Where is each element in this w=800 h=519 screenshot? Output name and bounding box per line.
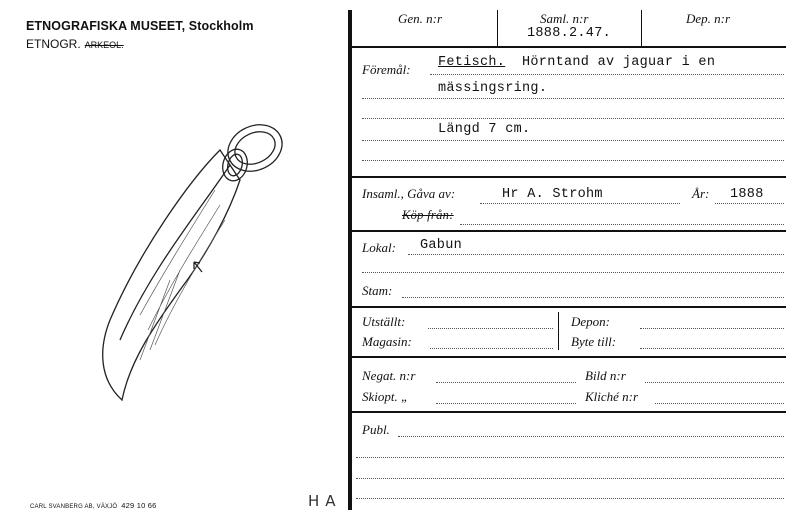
- dotted-line: [480, 203, 680, 204]
- dotted-line: [398, 436, 784, 437]
- bild-label: Bild n:r: [585, 368, 626, 383]
- magasin-label: Magasin:: [362, 334, 412, 349]
- lokal-label: Lokal:: [362, 240, 396, 255]
- dotted-line: [640, 328, 784, 329]
- depon-label: Depon:: [571, 314, 610, 329]
- handwritten-initials: HA: [308, 492, 342, 510]
- dotted-line: [362, 272, 784, 273]
- fetish-drawing: [70, 110, 300, 410]
- printer-imprint: [30, 501, 156, 510]
- saml-label: Saml. n:r: [540, 11, 589, 26]
- saml-value: 1888.2.47.: [527, 26, 612, 41]
- dotted-line: [655, 403, 784, 404]
- dotted-line: [362, 118, 784, 119]
- utstallt-label: Utställt:: [362, 314, 406, 329]
- dotted-line: [715, 203, 784, 204]
- divider-dep: [641, 10, 642, 46]
- kop-label: Köp från:: [402, 208, 454, 222]
- divider-gen: [497, 10, 498, 46]
- department-etnogr: ETNOGR.: [26, 37, 81, 51]
- rule-foremal: [352, 176, 786, 178]
- insaml-label: Insaml., Gåva av:: [362, 186, 456, 201]
- skiopt-label: Skiopt. „: [362, 389, 409, 404]
- foremal-line2: mässingsring.: [438, 81, 548, 96]
- gen-label: Gen. n:r: [398, 11, 443, 26]
- insaml-value: Hr A. Strohm: [502, 187, 603, 202]
- brass-ring-inner: [230, 126, 281, 171]
- dotted-line: [362, 160, 784, 161]
- byte-label: Byte till:: [571, 334, 617, 349]
- museum-name: ETNOGRAFISKA MUSEET, Stockholm: [26, 19, 254, 33]
- dotted-line: [436, 382, 576, 383]
- department-label: [26, 37, 124, 51]
- tooth-inner-edge: [120, 165, 230, 340]
- printer-name: CARL SVANBERG AB, VÄXJÖ: [30, 504, 118, 510]
- dep-label: Dep. n:r: [686, 11, 731, 26]
- divider-depon: [558, 312, 559, 350]
- dotted-line: [362, 140, 784, 141]
- publ-label: Publ.: [362, 422, 390, 437]
- dotted-line: [460, 224, 784, 225]
- langd-text: Längd 7 cm.: [438, 122, 531, 137]
- tooth-shading: [140, 190, 225, 360]
- kliche-label: Kliché n:r: [585, 389, 639, 404]
- dotted-line: [362, 98, 784, 99]
- rule-top: [352, 46, 786, 48]
- card-left-border: [348, 10, 352, 510]
- dotted-line: [640, 348, 784, 349]
- foremal-word: Fetisch.: [438, 55, 506, 70]
- foremal-label: Föremål:: [362, 62, 411, 77]
- dotted-line: [645, 382, 784, 383]
- rule-utstallt: [352, 356, 786, 358]
- dotted-line: [436, 403, 576, 404]
- rule-insaml: [352, 230, 786, 232]
- dotted-line: [402, 297, 784, 298]
- rule-stam: [352, 306, 786, 308]
- stam-label: Stam:: [362, 283, 393, 298]
- foremal-text: Hörntand av jaguar i en: [522, 55, 716, 70]
- lokal-value: Gabun: [420, 238, 463, 253]
- department-struck: ARKEOL.: [84, 40, 124, 50]
- negat-label: Negat. n:r: [362, 368, 416, 383]
- rule-negat: [352, 411, 786, 413]
- dotted-line: [356, 457, 784, 458]
- dotted-line: [428, 328, 553, 329]
- dotted-line: [430, 74, 784, 75]
- ar-value: 1888: [730, 187, 764, 202]
- dotted-line: [356, 498, 784, 499]
- brass-ring: [220, 116, 289, 180]
- dotted-line: [430, 348, 553, 349]
- dotted-line: [356, 478, 784, 479]
- printer-number: 429 10 66: [121, 501, 157, 510]
- dotted-line: [408, 254, 784, 255]
- ar-label: År:: [692, 186, 710, 201]
- tooth-outline: [103, 150, 240, 400]
